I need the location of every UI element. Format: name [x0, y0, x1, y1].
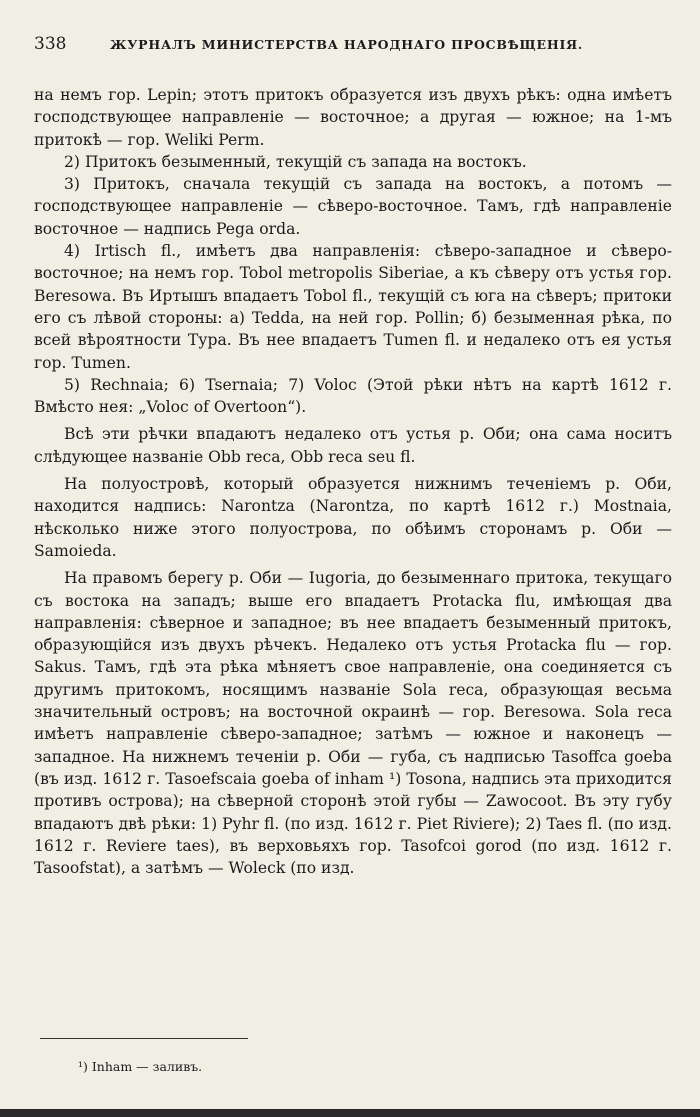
footnote-area [34, 1038, 674, 1074]
page-header [34, 34, 672, 62]
footnote-divider [40, 1038, 248, 1039]
paragraph-item-4: 4) Irtisch fl., имѣетъ два направленія: сѣверо-западное и сѣверо-восточное; на немъ гор. Tobol metropolis Siberiae, а къ сѣверу отъ устья гор. Beresowa. Въ Иртышъ впадаетъ Tobol fl., текущій съ юга на сѣверъ; притоки его съ лѣвой стороны: а) Tedda, на ней гор. Pollin; б) безыменная рѣка, по всей вѣроятности Тура. Въ нее впадаетъ Tumen fl. и недалеко отъ ея устья гор. Tumen. [34, 242, 672, 372]
paragraph-peninsula: На полуостровѣ, который образуется нижнимъ теченіемъ р. Оби, находится надпись: Narontza (Narontza, по картѣ 1612 г.) Mostnaia, нѣсколько ниже этого полуострова, по обѣимъ сторонамъ р. Оби — Samoieda. [34, 475, 672, 560]
paragraph-continuation: на немъ гор. Lepin; этотъ притокъ образуется изъ двухъ рѣкъ: одна имѣетъ господствующее направленіе — восточное; а другая — южное; на 1-мъ притокѣ — гор. Weliki Perm. [34, 86, 672, 149]
paragraph-obb-reca: Всѣ эти рѣчки впадаютъ недалеко отъ устья р. Оби; она сама носитъ слѣдующее названіе Obb reca, Obb reca seu fl. [34, 425, 672, 466]
scan-bottom-edge [0, 1109, 700, 1117]
paragraph-items-5-7: 5) Rechnaia; 6) Tsernaia; 7) Voloc (Этой рѣки нѣтъ на картѣ 1612 г. Вмѣсто нея: „Voloc of Overtoon“). [34, 375, 672, 417]
page-number: 338 [34, 34, 67, 54]
paragraph-item-3: 3) Притокъ, сначала текущій съ запада на востокъ, а потомъ — господствующее направленіе — сѣверо-восточное. Тамъ, гдѣ направленіе восточное — надпись Pega orda. [34, 175, 672, 238]
running-head: ЖУРНАЛЪ МИНИСТЕРСТВА НАРОДНАГО ПРОСВѢЩЕНІЯ. [110, 37, 584, 52]
paragraph-right-bank: На правомъ берегу р. Оби — Iugoria, до безыменнаго притока, текущаго съ востока на западъ; выше его впадаетъ Protacka flu, имѣющая два направленія: сѣверное и западное; въ нее впадаетъ безыменный притокъ, образующійся изъ двухъ рѣчекъ. Недалеко отъ устья Protacka flu — гор. Sakus. Тамъ, гдѣ эта рѣка мѣняетъ свое направленіе, она соединяется съ другимъ притокомъ, носящимъ названіе Sola reca, образующая весьма значительный островъ; на восточной окраинѣ — гор. Beresowa. Sola reca имѣетъ направленіе сѣверо-западное; затѣмъ — южное и наконецъ — западное. На нижнемъ теченіи р. Оби — губа, съ надписью Tasoffca goeba (въ изд. 1612 г. Tasoefscaia goeba of inham ¹) Tosona, надпись эта приходится противъ острова); на сѣверной сторонѣ этой губы — Zawocoot. Въ эту губу впадаютъ двѣ рѣки: 1) Pyhr fl. (по изд. 1612 г. Piet Riviere); 2) Taes fl. (по изд. 1612 г. Reviere taes), въ верховьяхъ гор. Tasofcoi gorod (по изд. 1612 г. Tasoofstat), а затѣмъ — Woleck (по изд. [34, 569, 672, 878]
body-text [34, 84, 672, 879]
paragraph-item-2: 2) Притокъ безыменный, текущій съ запада на востокъ. [64, 152, 527, 171]
footnote: ¹) Inham — заливъ. [78, 1059, 203, 1074]
